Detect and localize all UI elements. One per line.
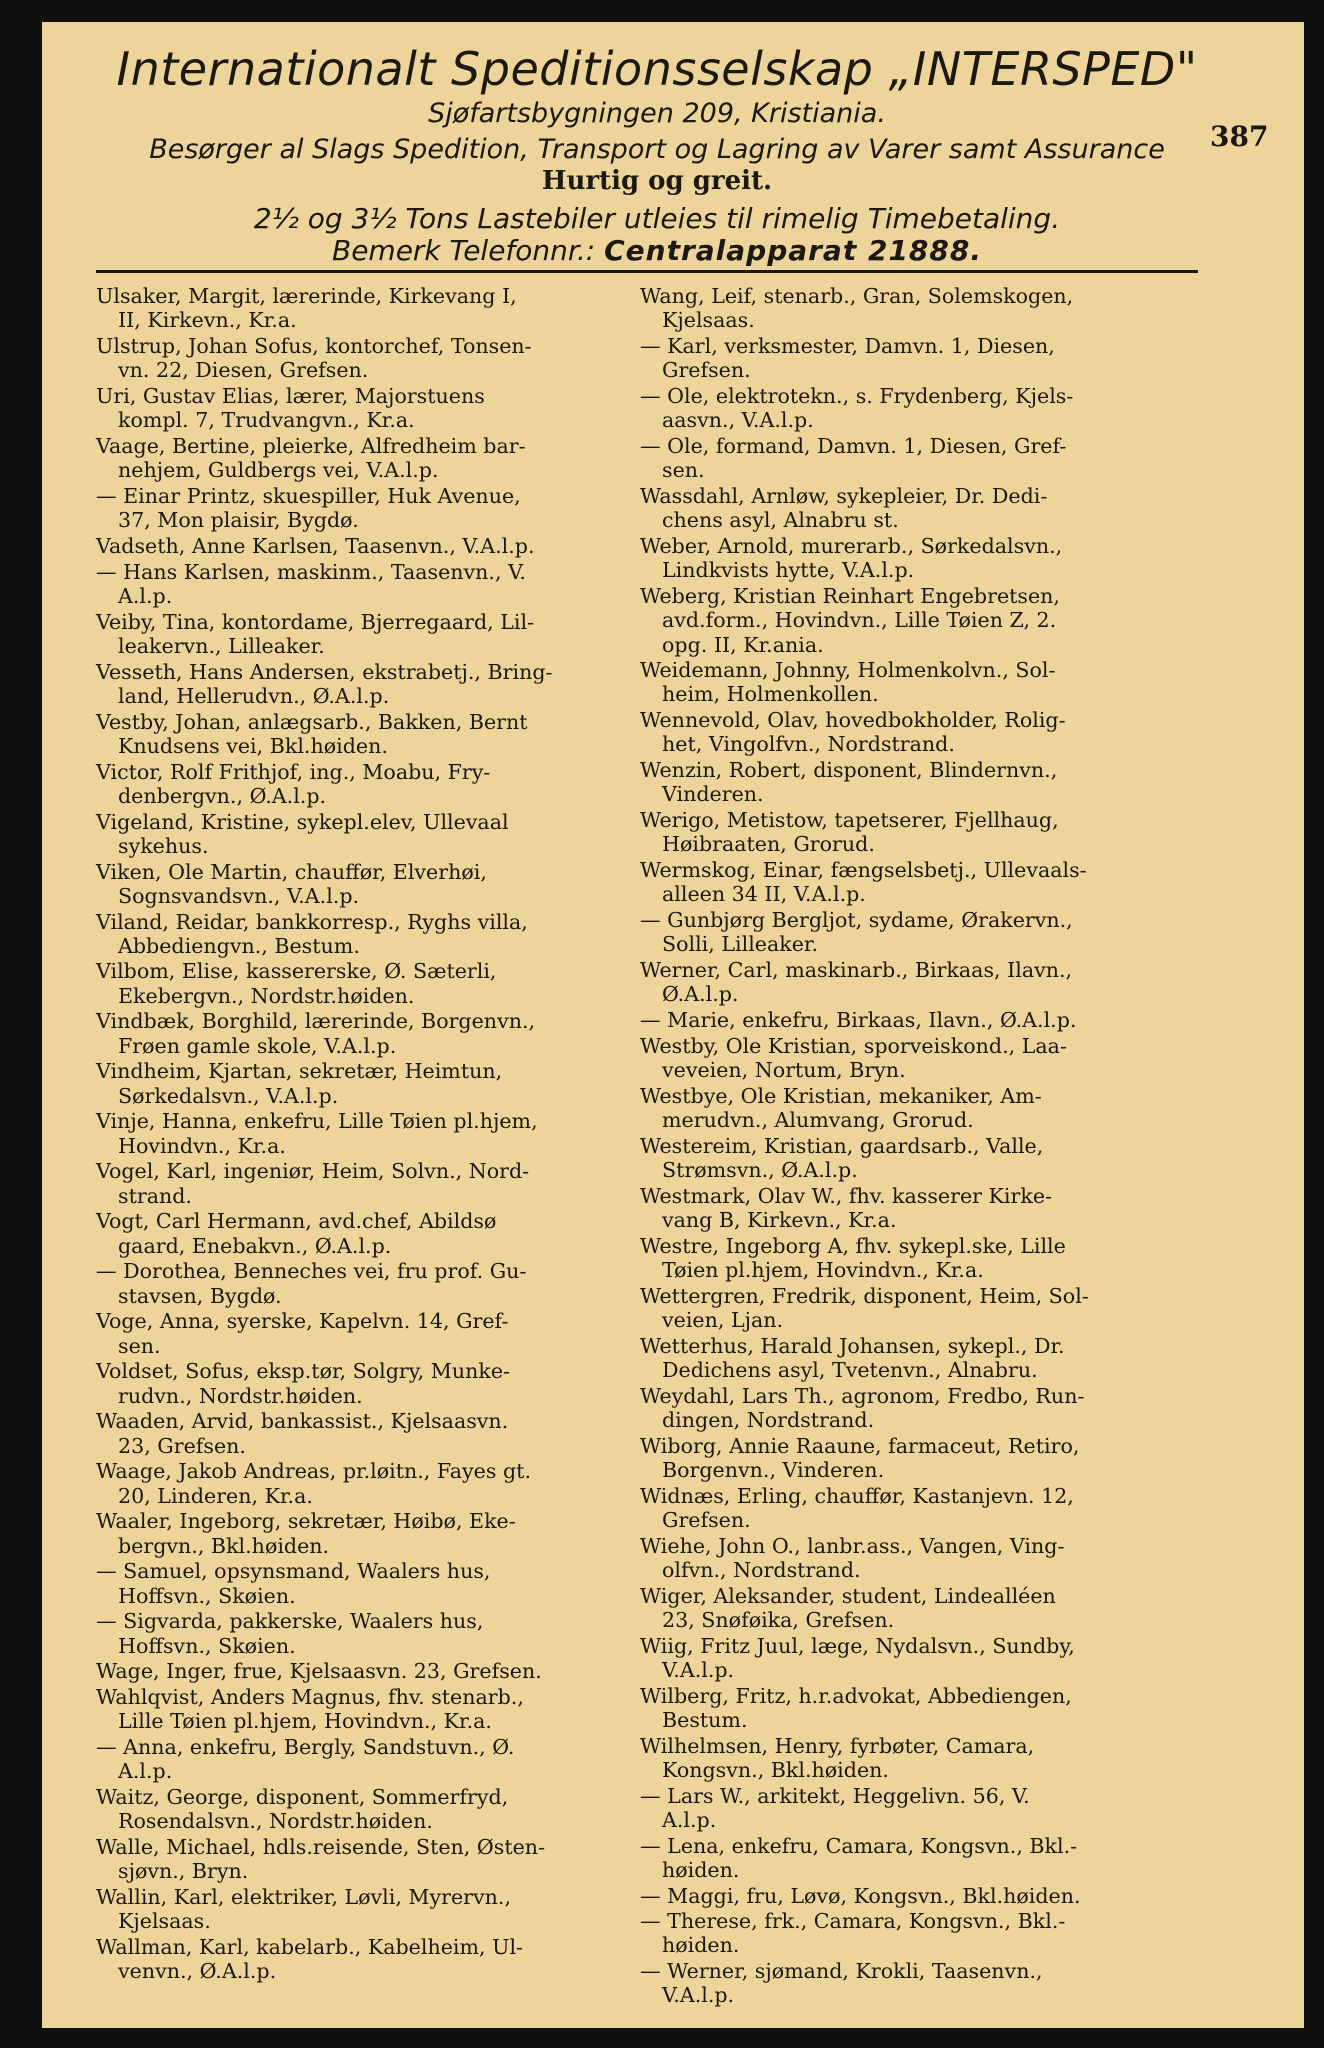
directory-entry [640,1834,1198,1883]
entry-first-line: Uri, Gustav Elias, lærer, Majorstuens [96,383,485,408]
directory-entry [640,534,1198,583]
entry-first-line: — Marie, enkefru, Birkaas, Ilavn., Ø.A.l.p. [640,1008,1077,1033]
entry-first-line: Vinje, Hanna, enkefru, Lille Tøien pl.hjem, [96,1109,538,1134]
directory-entry [640,758,1198,807]
entry-continuation-line: V.A.l.p. [662,1983,735,2008]
ad-address: Sjøfartsbygningen 209, Kristiania. [428,98,886,129]
entry-first-line: Wiger, Aleksander, student, Lindealléen [640,1583,1056,1608]
entry-first-line: — Dorothea, Benneches vei, fru prof. Gu- [96,1259,527,1284]
entry-continuation-line: Kjelsaas. [118,1909,211,1934]
entry-first-line: Westre, Ingeborg A, fhv. sykepl.ske, Lille [640,1233,1066,1258]
directory-entry [640,1334,1198,1383]
entry-first-line: Vindbæk, Borghild, lærerinde, Borgenvn., [96,1009,536,1034]
entry-first-line: Westereim, Kristian, gaardsarb., Valle, [640,1133,1044,1158]
entry-first-line: — Lena, enkefru, Camara, Kongsvn., Bkl.- [640,1833,1078,1858]
directory-entry [640,1784,1198,1833]
directory-entry [640,384,1198,433]
entry-continuation-line: vn. 22, Diesen, Grefsen. [118,358,369,383]
entry-continuation-line: venvn., Ø.A.l.p. [118,1959,277,1984]
directory-entry [640,1634,1198,1683]
directory-entry [96,1009,616,1058]
entry-first-line: — Lars W., arkitekt, Heggelivn. 56, V. [640,1783,1030,1808]
entry-first-line: Vigeland, Kristine, sykepl.elev, Ullevaal [96,809,509,834]
entry-continuation-line: Lindkvists hytte, V.A.l.p. [662,558,915,583]
directory-entry [96,910,616,959]
directory-entry [96,434,616,483]
directory-entry [96,384,616,433]
directory-entry [96,1309,616,1358]
entry-first-line: Vilbom, Elise, kassererske, Ø. Sæterli, [96,959,497,984]
entry-continuation-line: II, Kirkevn., Kr.a. [118,308,297,333]
directory-entry [96,1685,616,1734]
entry-first-line: Wetterhus, Harald Johansen, sykepl., Dr. [640,1333,1065,1358]
directory-entry [640,584,1198,657]
directory-entry [96,1109,616,1158]
entry-continuation-line: vang B, Kirkevn., Kr.a. [662,1208,897,1233]
directory-entry [640,1008,1198,1032]
ad-phone [102,234,1212,267]
directory-entry [96,760,616,809]
entry-continuation-line: A.l.p. [118,1759,173,1784]
directory-entry [96,1459,616,1508]
entry-first-line: Vogel, Karl, ingeniør, Heim, Solvn., Nord- [96,1159,530,1184]
directory-entry [96,534,616,558]
directory-entry [640,434,1198,483]
entry-first-line: Westby, Ole Kristian, sporveiskond., Laa- [640,1033,1067,1058]
entry-continuation-line: høiden. [662,1857,740,1882]
directory-entry [96,1885,616,1934]
directory-entry [96,1659,616,1683]
entry-first-line: Wilberg, Fritz, h.r.advokat, Abbediengen, [640,1683,1072,1708]
entry-continuation-line: Kongsvn., Bkl.høiden. [662,1757,889,1782]
directory-entry [96,1409,616,1458]
entry-first-line: Wassdahl, Arnløw, sykepleier, Dr. Dedi- [640,483,1048,508]
entry-first-line: Vadseth, Anne Karlsen, Taasenvn., V.A.l.p. [96,533,535,558]
directory-entry [96,860,616,909]
entry-continuation-line: het, Vingolfvn., Nordstrand. [662,732,955,757]
directory-entry [640,1884,1198,1908]
directory-entry [96,334,616,383]
entry-first-line: — Anna, enkefru, Bergly, Sandstuvn., Ø. [96,1734,515,1759]
entry-continuation-line: Borgenvn., Vinderen. [662,1457,885,1482]
directory-entry [96,959,616,1008]
entry-continuation-line: land, Hellerudvn., Ø.A.l.p. [118,683,390,708]
entry-continuation-line: 37, Mon plaisir, Bygdø. [118,508,359,533]
directory-entry [96,660,616,709]
entry-first-line: Weidemann, Johnny, Holmenkolvn., Sol- [640,658,1056,683]
directory-entry [96,1735,616,1784]
entry-first-line: Voldset, Sofus, eksp.tør, Solgry, Munke- [96,1359,510,1384]
entry-continuation-line: Tøien pl.hjem, Hovindvn., Kr.a. [662,1258,984,1282]
directory-entry [640,1734,1198,1783]
directory-entry [640,1434,1198,1483]
directory-entry [640,1684,1198,1733]
entry-continuation-line: veveien, Nortum, Bryn. [662,1058,906,1083]
entry-continuation-line: Knudsens vei, Bkl.høiden. [118,733,388,758]
entry-continuation-line: opg. II, Kr.ania. [662,632,824,657]
entry-first-line: Ulstrup, Johan Sofus, kontorchef, Tonsen- [96,333,532,358]
entry-first-line: Werner, Carl, maskinarb., Birkaas, Ilavn., [640,958,1073,983]
entry-first-line: Wennevold, Olav, hovedbokholder, Rolig- [640,708,1066,733]
entry-first-line: Viland, Reidar, bankkorresp., Ryghs villa, [96,909,528,934]
entry-continuation-line: sykehus. [118,833,209,858]
directory-entry [640,858,1198,907]
directory-entry [640,1384,1198,1433]
entry-first-line: Weberg, Kristian Reinhart Engebretsen, [640,583,1060,608]
entry-continuation-line: høiden. [662,1933,740,1958]
entry-first-line: Wahlqvist, Anders Magnus, fhv. stenarb., [96,1684,524,1709]
directory-entry [96,1059,616,1108]
entry-first-line: Wermskog, Einar, fængselsbetj., Ullevaals- [640,858,1087,883]
entry-first-line: — Hans Karlsen, maskinm., Taasenvn., V. [96,559,526,584]
entry-first-line: Wiig, Fritz Juul, læge, Nydalsvn., Sundby, [640,1633,1075,1658]
entry-continuation-line: Grefsen. [662,358,751,383]
directory-entry [96,1559,616,1608]
directory-entry [96,1509,616,1558]
entry-first-line: Weber, Arnold, murerarb., Sørkedalsvn., [640,533,1063,558]
entry-first-line: Wiehe, John O., lanbr.ass., Vangen, Ving- [640,1533,1065,1558]
entry-first-line: Wang, Leif, stenarb., Gran, Solemskogen, [640,284,1074,308]
directory-entry [640,1134,1198,1183]
entry-continuation-line: sen. [118,1333,161,1358]
entry-first-line: Waage, Jakob Andreas, pr.løitn., Fayes gt. [96,1459,531,1484]
entry-continuation-line: leakervn., Lilleaker. [118,633,325,658]
entry-first-line: — Karl, verksmester, Damvn. 1, Diesen, [640,333,1055,358]
entry-continuation-line: Sognsvandsvn., V.A.l.p. [118,883,360,908]
entry-first-line: — Gunbjørg Bergljot, sydame, Ørakervn., [640,908,1073,933]
entry-first-line: Waaler, Ingeborg, sekretær, Høibø, Eke- [96,1509,516,1534]
entry-continuation-line: Lille Tøien pl.hjem, Hovindvn., Kr.a. [118,1709,492,1734]
directory-entry [96,1209,616,1258]
entry-continuation-line: A.l.p. [118,583,173,608]
ad-slogan: Hurtig og greit. [541,166,773,196]
directory-entry [640,1584,1198,1633]
directory-entry [96,1159,616,1208]
entry-continuation-line: Vinderen. [662,782,764,807]
entry-first-line: — Ole, elektrotekn., s. Frydenberg, Kjels- [640,383,1074,408]
directory-entry [640,1484,1198,1533]
directory-entry [96,1259,616,1308]
directory-entry [96,610,616,659]
entry-first-line: Wiborg, Annie Raaune, farmaceut, Retiro, [640,1433,1080,1458]
directory-entry [96,710,616,759]
directory-page [42,22,1304,2028]
directory-entry [640,1284,1198,1333]
entry-first-line: — Sigvarda, pakkerske, Waalers hus, [96,1609,484,1634]
entry-continuation-line: V.A.l.p. [662,1657,735,1682]
directory-entry [96,284,616,333]
directory-entry [640,1909,1198,1958]
entry-first-line: Waaden, Arvid, bankassist., Kjelsaasvn. [96,1409,509,1434]
entry-first-line: Vestby, Johan, anlægsarb., Bakken, Bernt [96,709,528,734]
entry-first-line: Viken, Ole Martin, chauffør, Elverhøi, [96,859,487,884]
entry-continuation-line: Abbediengvn., Bestum. [118,933,360,958]
entry-first-line: Weydahl, Lars Th., agronom, Fredbo, Run- [640,1383,1085,1408]
entry-first-line: Vogt, Carl Hermann, avd.chef, Abildsø [96,1209,497,1234]
entry-first-line: Wilhelmsen, Henry, fyrbøter, Camara, [640,1733,1035,1758]
entry-continuation-line: 23, Snøføika, Grefsen. [662,1607,895,1632]
entry-first-line: Vesseth, Hans Andersen, ekstrabetj., Bring- [96,659,553,684]
entry-continuation-line: denbergvn., Ø.A.l.p. [118,783,327,808]
entry-continuation-line: nehjem, Guldbergs vei, V.A.l.p. [118,458,439,483]
entry-first-line: Widnæs, Erling, chauffør, Kastanjevn. 12, [640,1483,1074,1508]
entry-first-line: Vindheim, Kjartan, sekretær, Heimtun, [96,1059,503,1084]
entry-continuation-line: Solli, Lilleaker. [662,932,819,957]
entry-first-line: Ulsaker, Margit, lærerinde, Kirkevang I, [96,284,517,308]
entry-continuation-line: alleen 34 II, V.A.l.p. [662,882,866,907]
entry-continuation-line: heim, Holmenkollen. [662,682,879,707]
entry-continuation-line: Grefsen. [662,1507,751,1532]
directory-entry [96,1835,616,1884]
directory-entry [640,484,1198,533]
directory-entry [96,1785,616,1834]
ad-company-name: Internationalt Speditionsselskap „INTERSPED" [116,42,1198,96]
entry-first-line: — Maggi, fru, Løvø, Kongsvn., Bkl.høiden. [640,1883,1081,1908]
entry-continuation-line: Ekebergvn., Nordstr.høiden. [118,983,415,1008]
directory-entry [640,1234,1198,1283]
entry-continuation-line: Dedichens asyl, Tvetenvn., Alnabru. [662,1357,1038,1382]
entry-first-line: — Werner, sjømand, Krokli, Taasenvn., [640,1959,1043,1984]
entry-continuation-line: Kjelsaas. [662,308,755,333]
entry-continuation-line: chens asyl, Alnabru st. [662,508,899,533]
entry-first-line: Werigo, Metistow, tapetserer, Fjellhaug, [640,808,1059,833]
entry-first-line: Veiby, Tina, kontordame, Bjerregaard, Lil- [96,609,535,634]
entry-first-line: Wage, Inger, frue, Kjelsaasvn. 23, Grefsen. [96,1659,542,1684]
directory-entry [640,334,1198,383]
entry-continuation-line: Frøen gamle skole, V.A.l.p. [118,1033,397,1058]
directory-entry [96,1609,616,1658]
entry-continuation-line: Ø.A.l.p. [662,982,739,1007]
directory-entry [96,560,616,609]
ad-phone-number: Centralapparat 21888. [604,234,983,267]
entry-continuation-line: gaard, Enebakvn., Ø.A.l.p. [118,1233,392,1258]
entry-continuation-line: sjøvn., Bryn. [118,1859,249,1884]
ad-phone-label: Bemerk Telefonnr.: [331,234,605,267]
directory-entry [96,484,616,533]
entry-first-line: Vaage, Bertine, pleierke, Alfredheim bar- [96,433,526,458]
entry-continuation-line: dingen, Nordstrand. [662,1407,875,1432]
ad-services: Besørger al Slags Spedition, Transport og Lagring av Varer samt Assurance [149,134,1165,165]
entry-continuation-line: Hoffsvn., Skøien. [118,1633,296,1658]
entry-continuation-line: 23, Grefsen. [118,1433,246,1458]
directory-entry [640,808,1198,857]
header-divider [96,270,1198,273]
entry-continuation-line: Høibraaten, Grorud. [662,832,875,857]
directory-entry [640,708,1198,757]
entry-continuation-line: aasvn., V.A.l.p. [662,408,814,433]
entry-continuation-line: avd.form., Hovindvn., Lille Tøien Z, 2. [662,608,1057,633]
entry-continuation-line: olfvn., Nordstrand. [662,1557,861,1582]
directory-entry [640,908,1198,957]
entry-first-line: Westmark, Olav W., fhv. kasserer Kirke- [640,1183,1052,1208]
entry-first-line: Westbye, Ole Kristian, mekaniker, Am- [640,1083,1042,1108]
entry-continuation-line: kompl. 7, Trudvangvn., Kr.a. [118,408,415,433]
advertisement-header [42,22,1304,267]
directory-entry [640,1184,1198,1233]
entry-continuation-line: A.l.p. [662,1807,717,1832]
right-column [640,284,1198,2009]
entry-continuation-line: merudvn., Alumvang, Grorud. [662,1108,974,1133]
directory-entry [96,1359,616,1408]
entry-continuation-line: Rosendalsvn., Nordstr.høiden. [118,1809,433,1834]
ad-trucks: 2½ og 3½ Tons Lastebiler utleies til rimelig Timebetaling. [253,202,1061,235]
entry-first-line: Wettergren, Fredrik, disponent, Heim, Sol- [640,1283,1089,1308]
entry-continuation-line: 20, Linderen, Kr.a. [118,1483,313,1508]
entry-first-line: Wallin, Karl, elektriker, Løvli, Myrervn., [96,1884,512,1909]
directory-entry [96,810,616,859]
entry-continuation-line: Bestum. [662,1707,748,1732]
entry-continuation-line: Hovindvn., Kr.a. [118,1133,286,1158]
directory-entry [640,1959,1198,2008]
entry-continuation-line: Strømsvn., Ø.A.l.p. [662,1158,858,1183]
directory-entry [640,1034,1198,1083]
entry-first-line: Voge, Anna, syerske, Kapelvn. 14, Gref- [96,1309,509,1334]
entry-first-line: — Einar Printz, skuespiller, Huk Avenue, [96,483,521,508]
page-number: 387 [1210,120,1269,153]
entry-continuation-line: rudvn., Nordstr.høiden. [118,1383,363,1408]
entry-first-line: — Samuel, opsynsmand, Waalers hus, [96,1559,491,1584]
entry-first-line: Victor, Rolf Frithjof, ing., Moabu, Fry- [96,759,491,784]
entry-first-line: Walle, Michael, hdls.reisende, Sten, Østen- [96,1834,546,1859]
directory-entry [640,958,1198,1007]
entry-continuation-line: veien, Ljan. [662,1307,784,1332]
directory-entry [96,1935,616,1984]
directory-entry [640,1084,1198,1133]
entry-continuation-line: strand. [118,1183,192,1208]
left-column [96,284,616,1985]
entry-continuation-line: sen. [662,458,705,483]
entry-first-line: Wallman, Karl, kabelarb., Kabelheim, Ul- [96,1934,524,1959]
entry-continuation-line: Hoffsvn., Skøien. [118,1583,296,1608]
directory-entry [640,284,1198,333]
directory-entry [640,1534,1198,1583]
entry-first-line: Waitz, George, disponent, Sommerfryd, [96,1784,509,1809]
entry-first-line: — Ole, formand, Damvn. 1, Diesen, Gref- [640,433,1067,458]
entry-first-line: — Therese, frk., Camara, Kongsvn., Bkl.- [640,1909,1066,1934]
entry-continuation-line: stavsen, Bygdø. [118,1283,282,1308]
entry-continuation-line: Sørkedalsvn., V.A.l.p. [118,1083,339,1108]
entry-first-line: Wenzin, Robert, disponent, Blindernvn., [640,758,1058,783]
entry-continuation-line: bergvn., Bkl.høiden. [118,1533,330,1558]
directory-entry [640,658,1198,707]
